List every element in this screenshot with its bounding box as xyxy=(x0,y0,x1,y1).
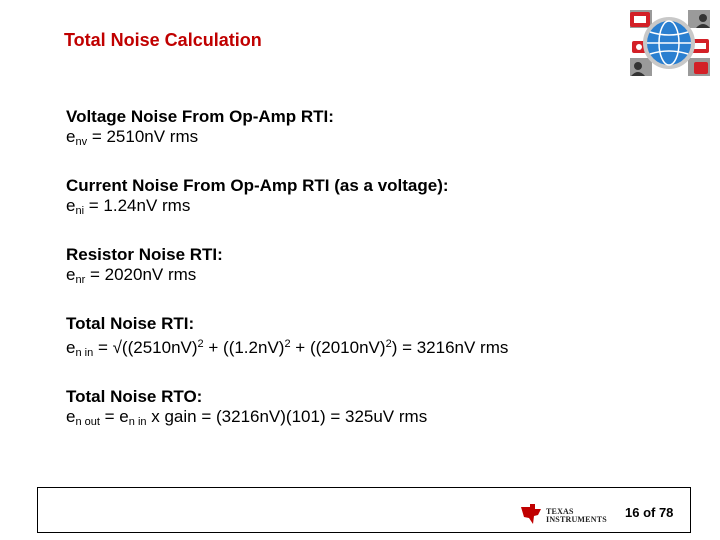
current-noise-section xyxy=(66,176,666,221)
ti-apps-logo-icon xyxy=(622,4,716,88)
section-heading: Resistor Noise RTI: xyxy=(66,245,223,264)
noise-calculation-body xyxy=(66,107,666,456)
equation-line: $e_{n in} = √((2510nV)^2 + ((1.2nV)^2 + ((2010nV)^2) = 3216nV$ rms xyxy=(66,338,509,359)
section-heading: Total Noise RTO: xyxy=(66,387,203,406)
equation-line: $e_{nv} = 2510nV$ rms xyxy=(66,127,199,148)
section-heading: Current Noise From Op-Amp RTI (as a voltage): xyxy=(66,176,449,195)
equation-line: $e_{n out} = e_{n in}$ x gain = (3216nV)(101) = 325uV rms xyxy=(66,407,428,428)
slide-title: Total Noise Calculation xyxy=(64,30,262,50)
total-noise-rto-section xyxy=(66,387,666,432)
equation-line: $e_{nr} = 2020nV$ rms xyxy=(66,265,197,286)
ti-state-logo-icon xyxy=(519,503,543,525)
total-noise-rti-section xyxy=(66,314,666,363)
section-heading: Total Noise RTI: xyxy=(66,314,195,333)
section-heading: Voltage Noise From Op-Amp RTI: xyxy=(66,107,334,126)
voltage-noise-section xyxy=(66,107,666,152)
page-number: 16 of 78 xyxy=(625,505,674,520)
ti-wordmark: TEXAS INSTRUMENTS xyxy=(546,507,607,524)
resistor-noise-section xyxy=(66,245,666,290)
equation-line: $e_{ni} = 1.24nV$ rms xyxy=(66,196,191,217)
